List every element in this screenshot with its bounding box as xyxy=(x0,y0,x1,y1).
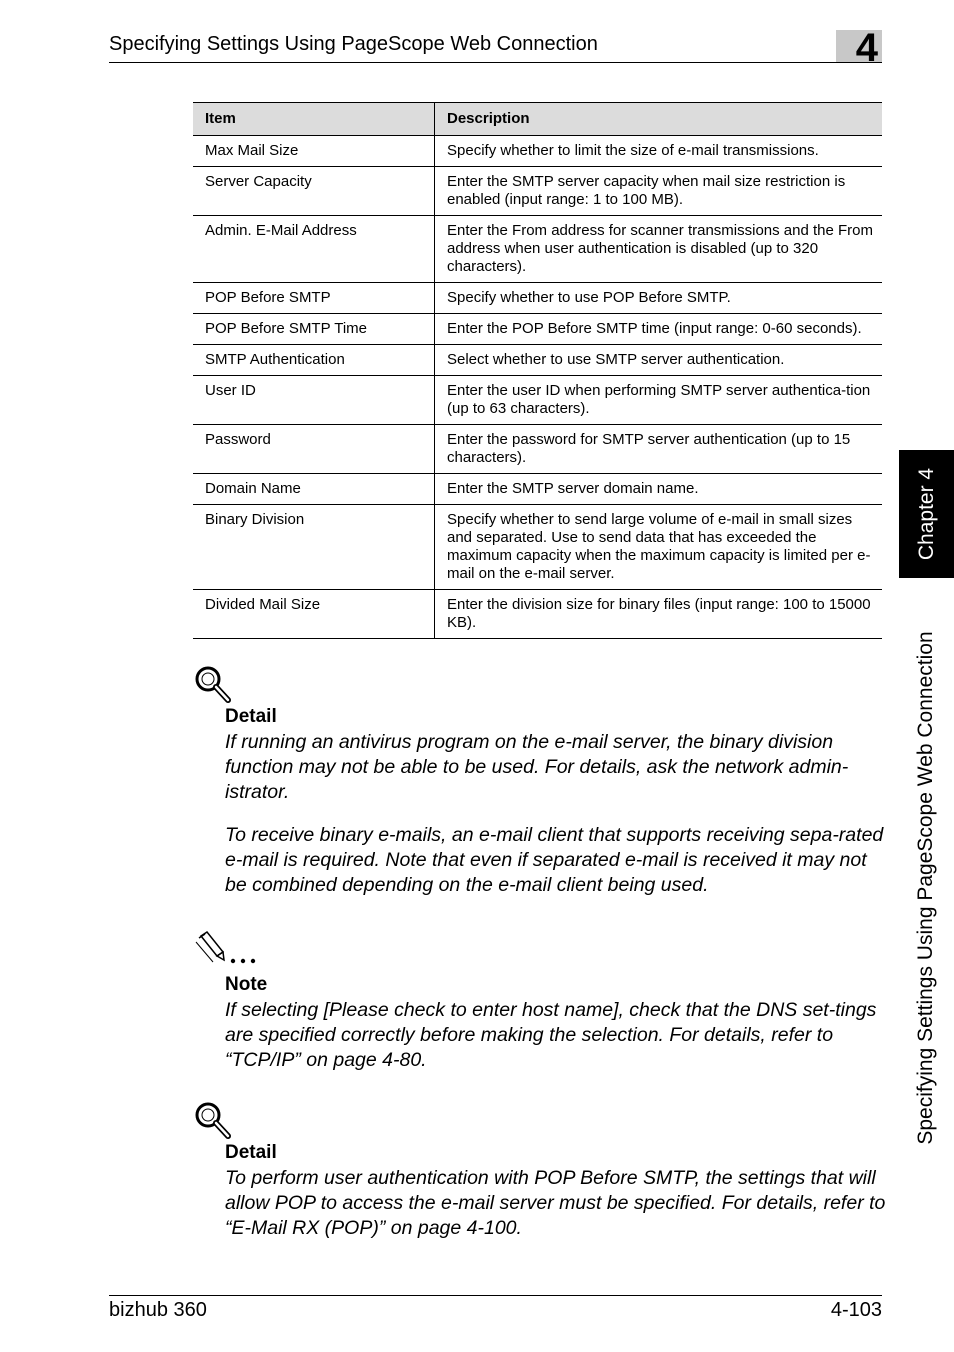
note-paragraph: If running an antivirus program on the e-mail server, the binary division function may not be able to be used. For details, ask the network admin-istrator. xyxy=(225,731,849,803)
description-cell: Enter the SMTP server capacity when mail size restriction is enabled (input range: 1 to 100 MB). xyxy=(435,167,883,216)
table-row xyxy=(193,376,882,425)
table-row xyxy=(193,590,882,639)
item-cell: POP Before SMTP xyxy=(193,283,435,314)
item-cell: Max Mail Size xyxy=(193,136,435,167)
note-heading: Detail xyxy=(225,1142,277,1163)
settings-table xyxy=(193,102,882,639)
note-paragraph: To perform user authentication with POP Before SMTP, the settings that will allow POP to access the e-mail server must be specified. For details, refer to “E-Mail RX (POP)” on page 4-100. xyxy=(225,1167,886,1239)
item-cell: SMTP Authentication xyxy=(193,345,435,376)
table-row xyxy=(193,314,882,345)
header-rule xyxy=(109,62,882,63)
item-cell: User ID xyxy=(193,376,435,425)
table-row xyxy=(193,425,882,474)
table-row xyxy=(193,474,882,505)
footer-product: bizhub 360 xyxy=(109,1299,207,1321)
table-header-row xyxy=(193,103,882,136)
magnifier-icon xyxy=(193,1100,233,1140)
description-cell: Enter the division size for binary files (input range: 100 to 15000 KB). xyxy=(435,590,883,639)
table-row xyxy=(193,345,882,376)
footer-rule xyxy=(109,1295,882,1296)
chapter-number-box xyxy=(836,26,882,70)
table-row xyxy=(193,505,882,590)
chapter-side-tab-label: Chapter 4 xyxy=(914,467,938,561)
chapter-side-tab xyxy=(899,450,954,578)
table-row xyxy=(193,136,882,167)
footer-page-number: 4-103 xyxy=(830,1299,882,1321)
chapter-number: 4 xyxy=(855,26,878,70)
magnifier-icon xyxy=(193,664,233,704)
column-header-description: Description xyxy=(435,103,883,136)
description-cell: Enter the user ID when performing SMTP server authentica-tion (up to 63 characters). xyxy=(435,376,883,425)
description-cell: Specify whether to use POP Before SMTP. xyxy=(435,283,883,314)
description-cell: Enter the SMTP server domain name. xyxy=(435,474,883,505)
item-cell: Server Capacity xyxy=(193,167,435,216)
item-cell: Password xyxy=(193,425,435,474)
page-header-title: Specifying Settings Using PageScope Web Connection xyxy=(109,33,598,55)
note-heading: Detail xyxy=(225,706,277,727)
item-cell: Divided Mail Size xyxy=(193,590,435,639)
table-row xyxy=(193,216,882,283)
pencil-note-icon xyxy=(193,930,263,966)
item-cell: Domain Name xyxy=(193,474,435,505)
description-cell: Specify whether to send large volume of e-mail in small sizes and separated. Use to send data that has exceeded the maximum capacity when the maximum capacity is limited per e-mail on the e-mail server. xyxy=(435,505,883,590)
item-cell: Admin. E-Mail Address xyxy=(193,216,435,283)
description-cell: Specify whether to limit the size of e-mail transmissions. xyxy=(435,136,883,167)
description-cell: Enter the password for SMTP server authentication (up to 15 characters). xyxy=(435,425,883,474)
section-side-label: Specifying Settings Using PageScope Web Connection xyxy=(914,631,937,1145)
item-cell: Binary Division xyxy=(193,505,435,590)
column-header-item: Item xyxy=(193,103,435,136)
item-cell: POP Before SMTP Time xyxy=(193,314,435,345)
note-paragraph: To receive binary e-mails, an e-mail client that supports receiving sepa-rated e-mail is required. Note that even if separated e-mail is received it may not be combined depending on the e-mail client being used. xyxy=(225,824,884,896)
note-heading: Note xyxy=(225,974,268,995)
table-row xyxy=(193,283,882,314)
note-paragraph: If selecting [Please check to enter host name], check that the DNS set-tings are specified correctly before making the selection. For details, refer to “TCP/IP” on page 4-80. xyxy=(225,999,877,1071)
description-cell: Enter the From address for scanner transmissions and the From address when user authentication is disabled (up to 320 characters). xyxy=(435,216,883,283)
description-cell: Select whether to use SMTP server authentication. xyxy=(435,345,883,376)
description-cell: Enter the POP Before SMTP time (input range: 0-60 seconds). xyxy=(435,314,883,345)
table-row xyxy=(193,167,882,216)
